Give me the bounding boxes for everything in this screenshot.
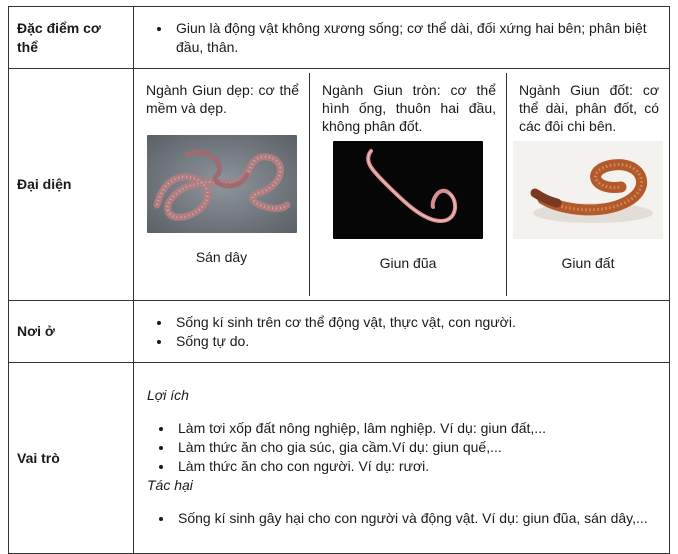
row-heading: Nơi ở [9,301,134,363]
list-item: • Làm thức ăn cho con người. Ví dụ: rươi. [174,457,657,476]
benefit-list [146,419,657,476]
list-item: • Làm thức ăn cho gia súc, gia cầm.Ví dụ: giun quế,... [174,438,657,457]
representatives-grid [134,73,669,296]
harm-list [146,509,657,528]
list-item: • Giun là động vật không xương sống; cơ thể dài, đối xứng hai bên; phân biệt đầu, thân. [172,19,669,57]
list-item: • Sống kí sinh gây hại cho con người và động vật. Ví dụ: giun đũa, sán dây,... [174,509,657,528]
row-content [134,69,670,301]
earthworm-image [513,141,663,239]
phylum-description: Ngành Giun đốt: cơ thể dài, phân đốt, có các đôi chi bên. [519,82,659,134]
table-row [9,363,670,554]
tapeworm-image [147,135,297,233]
representative-cell [507,73,670,296]
representative-cell [134,73,310,296]
harm-label: Tác hại [147,477,193,493]
list-item: • Làm tơi xốp đất nông nghiệp, lâm nghiệp. Ví dụ: giun đất,... [174,419,657,438]
worm-characteristics-table [8,6,670,554]
table-row [9,7,670,69]
row-content [134,363,670,554]
row-content [134,7,670,69]
phylum-description: Ngành Giun dẹp: cơ thể mềm và dẹp. [146,82,299,116]
representative-caption: Giun đất [561,255,615,271]
row-heading: Vai trò [9,363,134,554]
row-heading: Đại diện [9,69,134,301]
phylum-description: Ngành Giun tròn: cơ thể hình ống, thuôn hai đầu, không phân đốt. [322,82,496,134]
representative-cell [310,73,507,296]
roundworm-image [333,141,483,239]
table-row [9,69,670,301]
row-content [134,301,670,363]
bullet-list [134,19,669,57]
benefit-label: Lợi ích [147,387,189,403]
list-item: • Sống kí sinh trên cơ thể động vật, thực vật, con người. [172,313,669,332]
list-item: • Sống tự do. [172,332,669,351]
table-row [9,301,670,363]
bullet-list [134,313,669,351]
representative-caption: Giun đũa [379,255,437,271]
representative-caption: Sán dây [195,249,248,265]
row-heading: Đặc điểm cơ thể [9,7,134,69]
